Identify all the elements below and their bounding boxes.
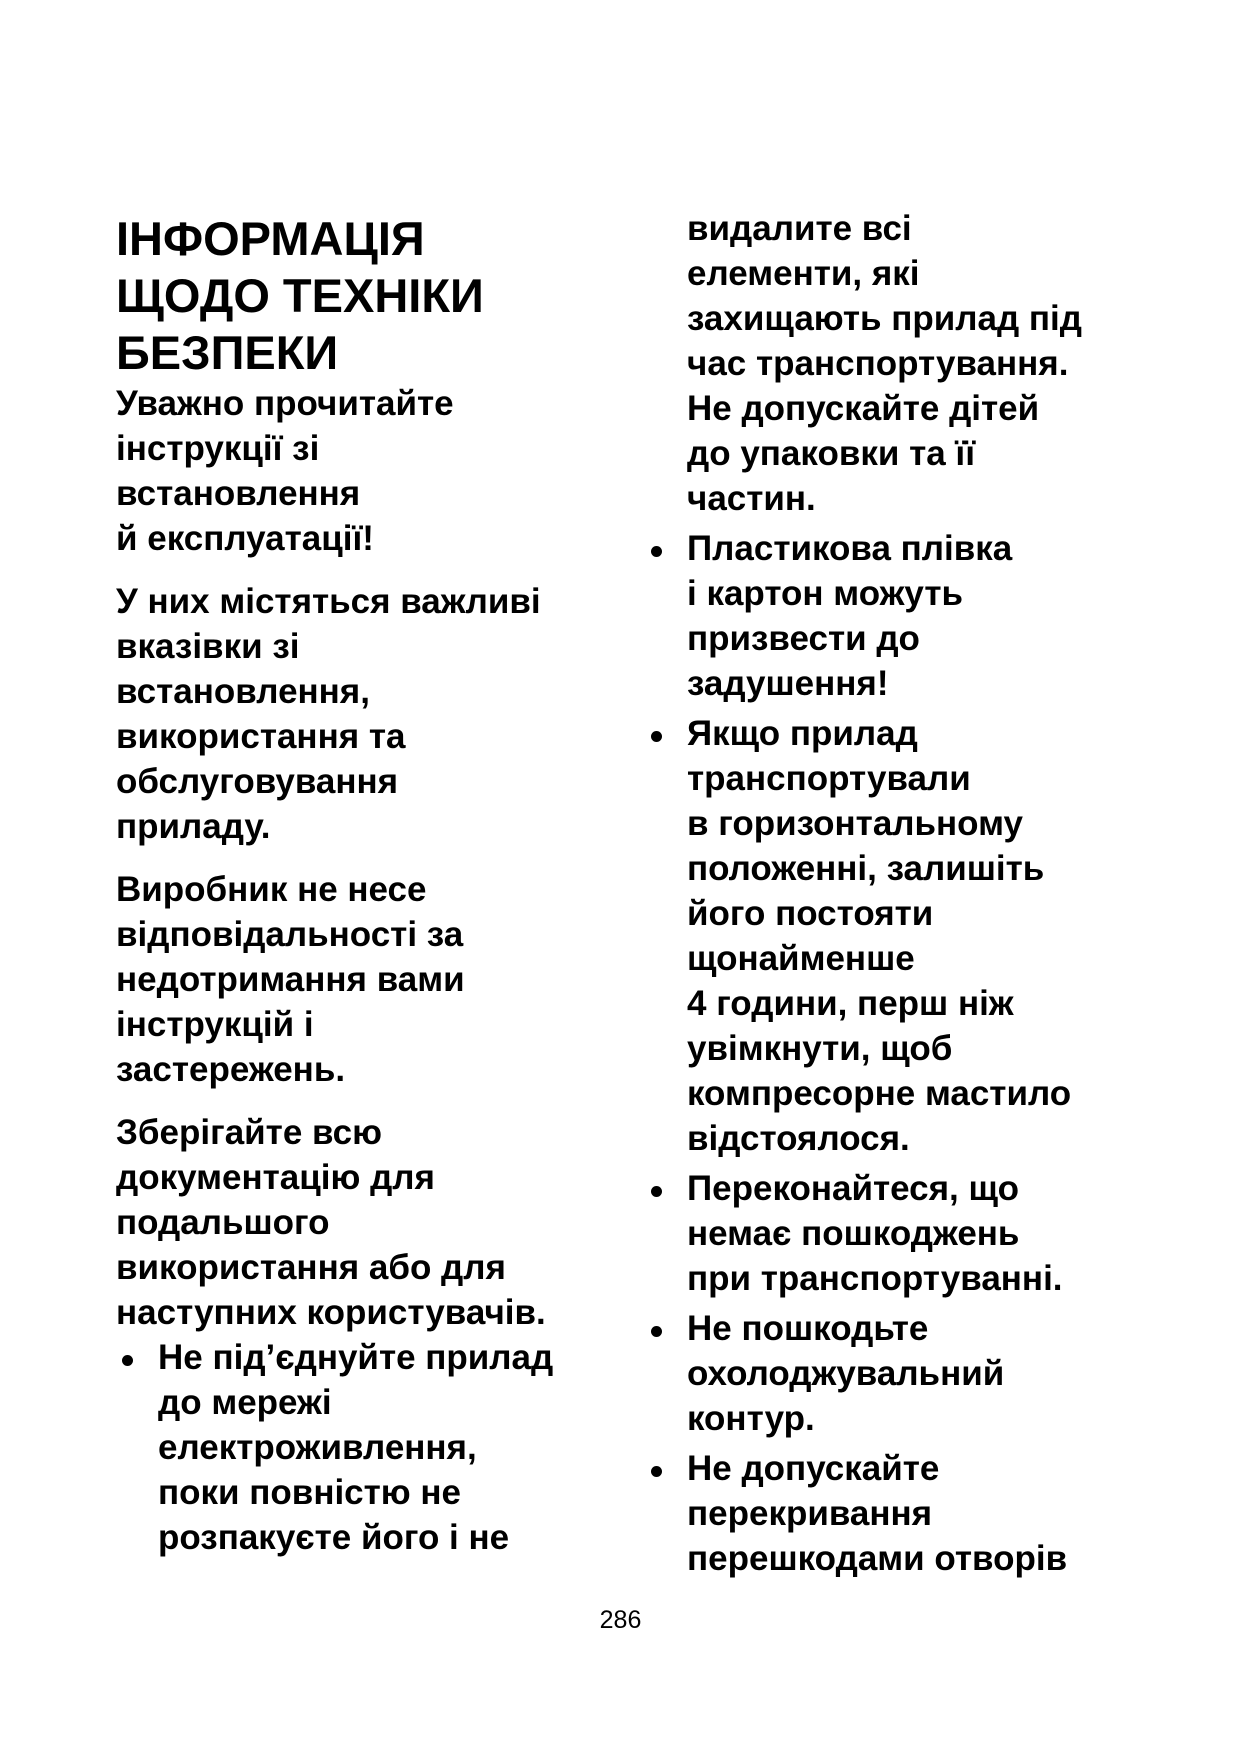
text-line: контур. [687, 1399, 815, 1438]
text-line: компресорне мастило [687, 1074, 1072, 1113]
text-line: час транспортування. [687, 344, 1069, 383]
important-info-paragraph [116, 579, 616, 849]
text-line: немає пошкоджень [687, 1214, 1020, 1253]
text-line: інструкцій і [116, 1005, 314, 1044]
list-item [645, 711, 1165, 1161]
text-line: відстоялося. [687, 1119, 910, 1158]
text-line: недотримання вами [116, 960, 465, 999]
text-line: щонайменше [687, 939, 915, 978]
text-line: й експлуатації! [116, 519, 374, 558]
bullet-icon [651, 1466, 662, 1477]
right-column [645, 206, 1165, 1581]
text-line: призвести до [687, 619, 920, 658]
text-line: інструкції зі [116, 429, 320, 468]
read-instructions-paragraph [116, 381, 616, 561]
title-line: БЕЗПЕКИ [116, 326, 339, 379]
text-line: Не пошкодьте [687, 1309, 929, 1348]
text-line: перешкодами отворів [687, 1539, 1068, 1578]
text-line: приладу. [116, 807, 271, 846]
text-line: охолоджувальний [687, 1354, 1005, 1393]
text-line: увімкнути, щоб [687, 1029, 953, 1068]
text-line: використання та [116, 717, 406, 756]
bullet-icon [651, 1326, 662, 1337]
text-line: елементи, які [687, 254, 920, 293]
text-line: перекривання [687, 1494, 933, 1533]
text-line: вказівки зі [116, 627, 300, 666]
text-line: використання або для [116, 1248, 506, 1287]
text-line: транспортували [687, 759, 971, 798]
text-line: документацію для [116, 1158, 435, 1197]
text-line: Якщо прилад [687, 714, 918, 753]
text-line: і картон можуть [687, 574, 963, 613]
text-line: подальшого [116, 1203, 330, 1242]
text-line: Не допускайте дітей [687, 389, 1040, 428]
text-line: видалите всі [687, 209, 912, 248]
text-line: до упаковки та її [687, 434, 976, 473]
text-line: в горизонтальному [687, 804, 1023, 843]
bullet-icon [651, 731, 662, 742]
text-line: положенні, залишіть [687, 849, 1045, 888]
left-column [116, 210, 616, 1560]
text-line: Зберігайте всю [116, 1113, 383, 1152]
bullet-icon [651, 1186, 662, 1197]
text-line: розпакуєте його і не [158, 1518, 510, 1557]
text-line: Переконайтеся, що [687, 1169, 1019, 1208]
keep-documentation-paragraph [116, 1110, 616, 1335]
text-line: Пластикова плівка [687, 529, 1013, 568]
text-line: 4 години, перш ніж [687, 984, 1014, 1023]
safety-bullet-list [116, 1335, 616, 1560]
text-line: У них містяться важливі [116, 582, 541, 621]
text-line: електроживлення, [158, 1428, 477, 1467]
list-item [645, 526, 1165, 706]
text-line: застережень. [116, 1050, 346, 1089]
text-line: встановлення [116, 474, 361, 513]
manufacturer-liability-paragraph [116, 867, 616, 1092]
text-line: Не допускайте [687, 1449, 940, 1488]
text-line: при транспортуванні. [687, 1259, 1063, 1298]
text-line: поки повністю не [158, 1473, 462, 1512]
text-line: Не під’єднуйте прилад [158, 1338, 554, 1377]
text-line: наступних користувачів. [116, 1293, 546, 1332]
text-line: до мережі [158, 1383, 332, 1422]
list-item [116, 1335, 616, 1560]
safety-bullet-list [645, 526, 1165, 1581]
list-item [645, 1446, 1165, 1581]
bullet-icon [122, 1355, 133, 1366]
text-line: встановлення, [116, 672, 370, 711]
text-line: Виробник не несе [116, 870, 427, 909]
text-line: обслуговування [116, 762, 399, 801]
list-item [645, 1306, 1165, 1441]
list-item [645, 1166, 1165, 1301]
section-title [116, 210, 616, 381]
text-line: частин. [687, 479, 816, 518]
bullet-icon [651, 546, 662, 557]
title-line: ЩОДО ТЕХНІКИ [116, 269, 484, 322]
page-number: 286 [599, 1606, 642, 1634]
text-line: захищають прилад під [687, 299, 1082, 338]
text-line: задушення! [687, 664, 889, 703]
title-line: ІНФОРМАЦІЯ [116, 212, 425, 265]
text-line: відповідальності за [116, 915, 464, 954]
bullet-continuation [645, 206, 1165, 521]
text-line: його постояти [687, 894, 934, 933]
text-line: Уважно прочитайте [116, 384, 454, 423]
